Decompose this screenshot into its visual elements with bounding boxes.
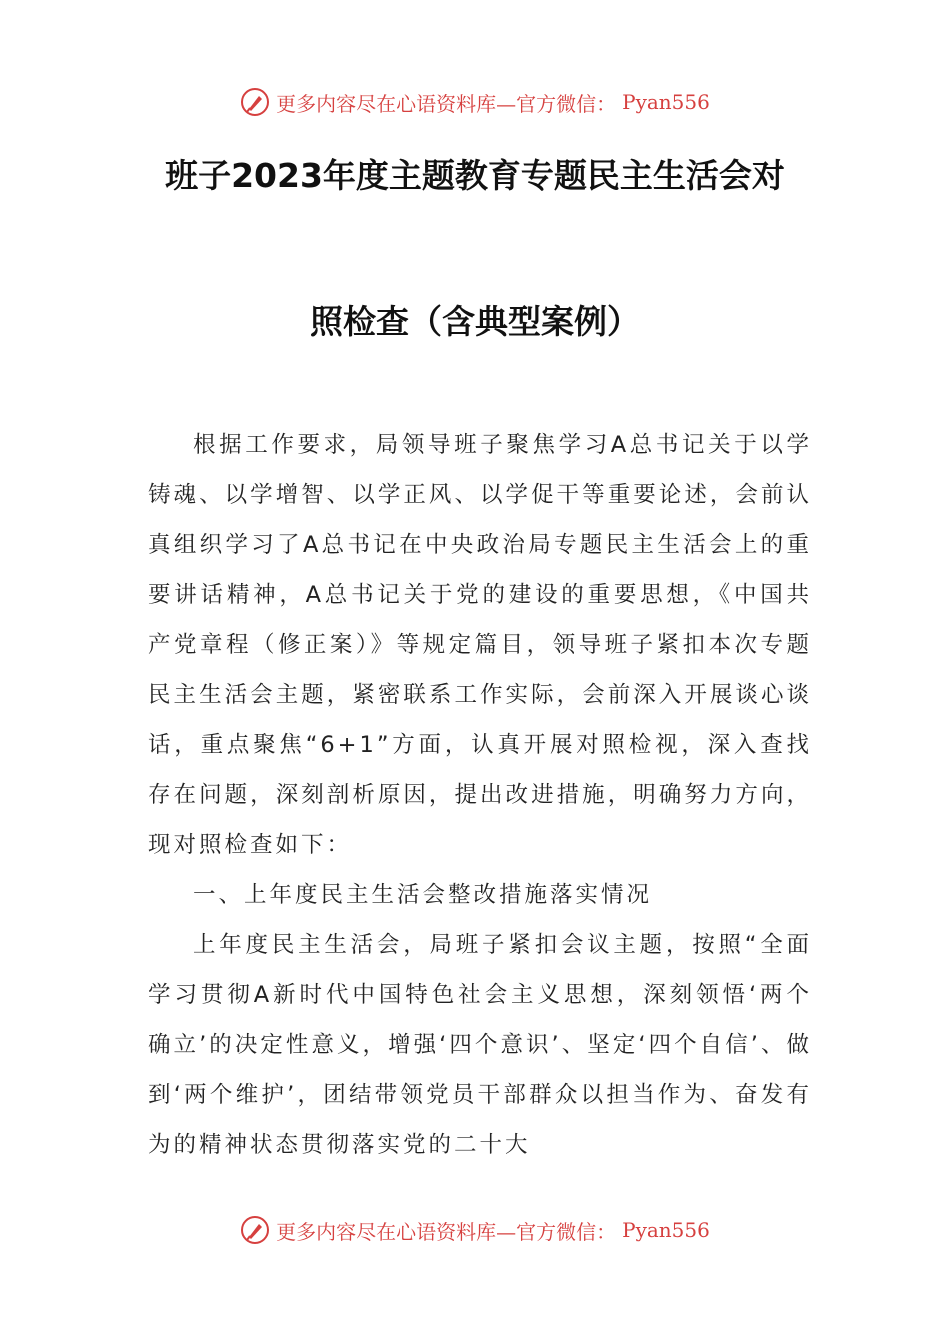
footer-watermark	[0, 1210, 950, 1250]
paragraph-intro: 根据工作要求，局领导班子聚焦学习A总书记关于以学铸魂、以学增智、以学正风、以学促干等重要论述，会前认真组织学习了A总书记在中央政治局专题民主生活会上的重要讲话精神，A总书记关于党的建设的重要思想，《中国共产党章程（修正案）》等规定篇目，领导班子紧扣本次专题民主生活会主题，紧密联系工作实际，会前深入开展谈心谈话，重点聚焦“6+1”方面，认真开展对照检视，深入查找存在问题，深刻剖析原因，提出改进措施，明确努力方向，现对照检查如下：	[148, 432, 812, 858]
document-body	[148, 420, 812, 1170]
pen-nib-icon	[240, 87, 270, 117]
document-title-line2: 照检查（含典型案例）	[310, 302, 640, 341]
document-title-line1: 班子2023年度主题教育专题民主生活会对	[165, 156, 785, 195]
watermark-wechat-id: Pyan556	[622, 90, 710, 114]
pen-nib-icon	[240, 1215, 270, 1245]
section-heading: 一、上年度民主生活会整改措施落实情况	[193, 882, 653, 908]
watermark-text: 更多内容尽在心语资料库—官方微信：	[276, 91, 617, 116]
watermark-wechat-id: Pyan556	[622, 1218, 710, 1242]
paragraph-section: 上年度民主生活会，局班子紧扣会议主题，按照“全面学习贯彻A新时代中国特色社会主义思想，深刻领悟‘两个确立’的决定性意义，增强‘四个意识’、坚定‘四个自信’、做到‘两个维护’，团结带领党员干部群众以担当作为、奋发有为的精神状态贯彻落实党的二十大	[148, 932, 812, 1158]
header-watermark	[0, 82, 950, 122]
watermark-text: 更多内容尽在心语资料库—官方微信：	[276, 1219, 617, 1244]
